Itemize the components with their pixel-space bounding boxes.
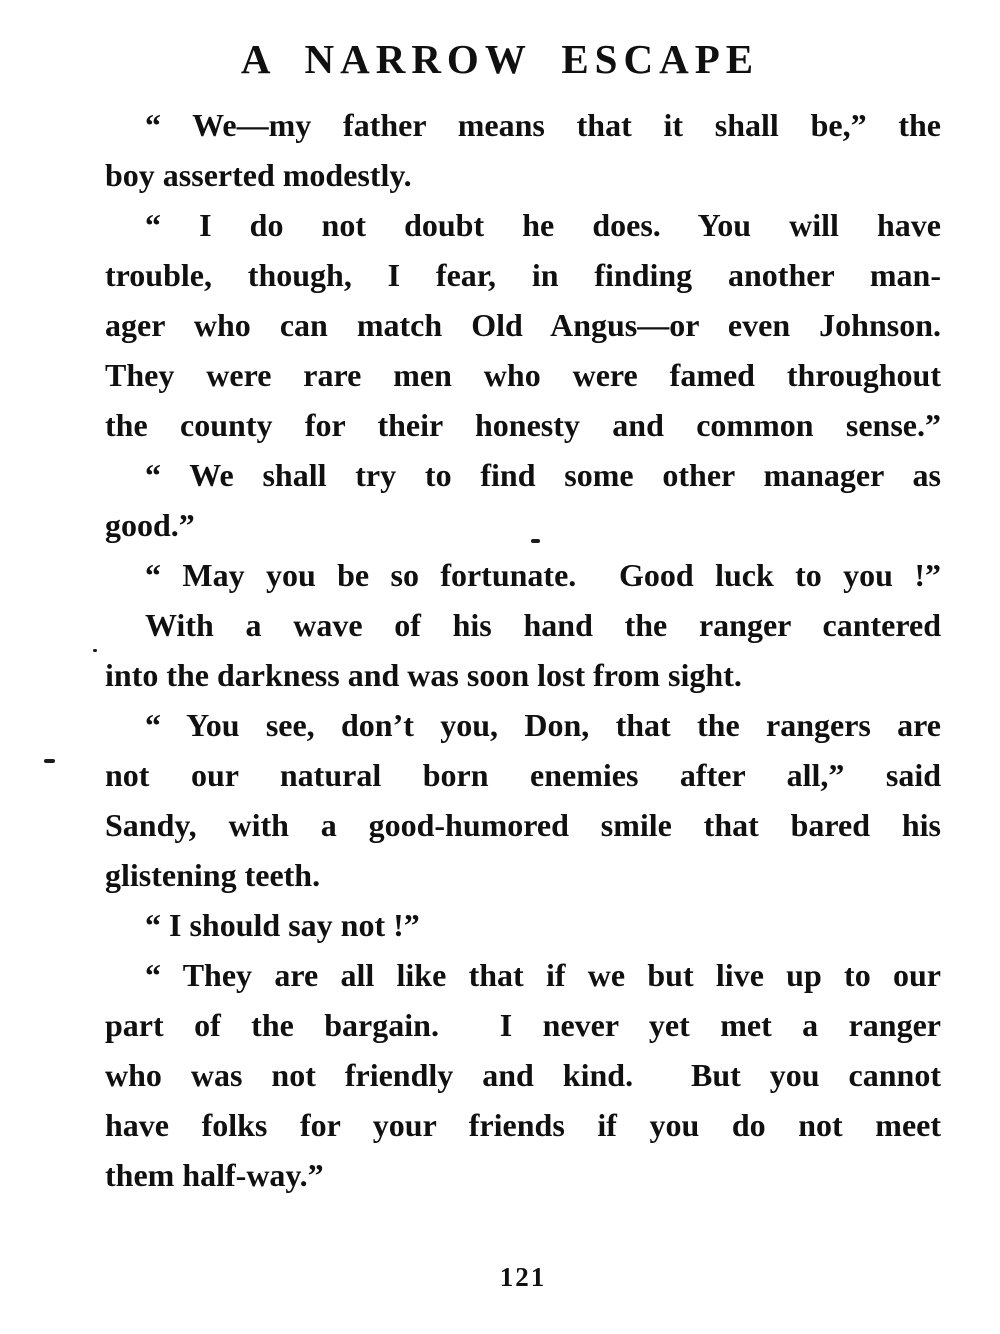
text-line: “ They are all like that if we but live up to our: [145, 957, 941, 993]
paragraph: [105, 700, 941, 900]
text-line: the county for their honesty and common sense.”: [105, 407, 941, 443]
scan-artifact-dot: [531, 539, 540, 543]
text-line: They were rare men who were famed throughout: [105, 357, 941, 393]
paragraph: [105, 900, 941, 950]
text-line: With a wave of his hand the ranger cantered: [145, 607, 941, 643]
text-line: boy asserted modestly.: [105, 157, 412, 193]
paragraph: [105, 200, 941, 450]
scan-artifact-speck: [93, 649, 97, 652]
text-line: part of the bargain. I never yet met a ranger: [105, 1007, 941, 1043]
paragraph: [105, 950, 941, 1200]
paragraph: [105, 450, 941, 550]
text-line: “ We shall try to find some other manager as: [145, 457, 941, 493]
paragraph: [105, 100, 941, 200]
text-line: Sandy, with a good-humored smile that bared his: [105, 807, 941, 843]
paragraph: [105, 550, 941, 600]
paragraph: [105, 600, 941, 700]
text-line: not our natural born enemies after all,” said: [105, 757, 941, 793]
text-line: “ We—my father means that it shall be,” the: [145, 107, 941, 143]
text-line: who was not friendly and kind. But you cannot: [105, 1057, 941, 1093]
text-line: into the darkness and was soon lost from sight.: [105, 657, 742, 693]
text-line: “ I should say not !”: [145, 907, 420, 943]
text-line: good.”: [105, 507, 195, 543]
page-number: 121: [499, 1262, 547, 1292]
body-text: [105, 100, 941, 1200]
text-line: “ May you be so fortunate. Good luck to you !”: [145, 557, 941, 593]
text-line: “ You see, don’t you, Don, that the rangers are: [145, 707, 941, 743]
text-line: glistening teeth.: [105, 857, 321, 893]
text-line: them half-way.”: [105, 1157, 324, 1193]
scan-artifact-dash: [44, 759, 55, 763]
chapter-title: A NARROW ESCAPE: [240, 36, 760, 82]
text-line: have folks for your friends if you do not meet: [105, 1107, 941, 1143]
text-line: “ I do not doubt he does. You will have: [145, 207, 941, 243]
text-line: trouble, though, I fear, in finding another man-: [105, 257, 941, 293]
text-line: ager who can match Old Angus—or even Johnson.: [105, 307, 941, 343]
